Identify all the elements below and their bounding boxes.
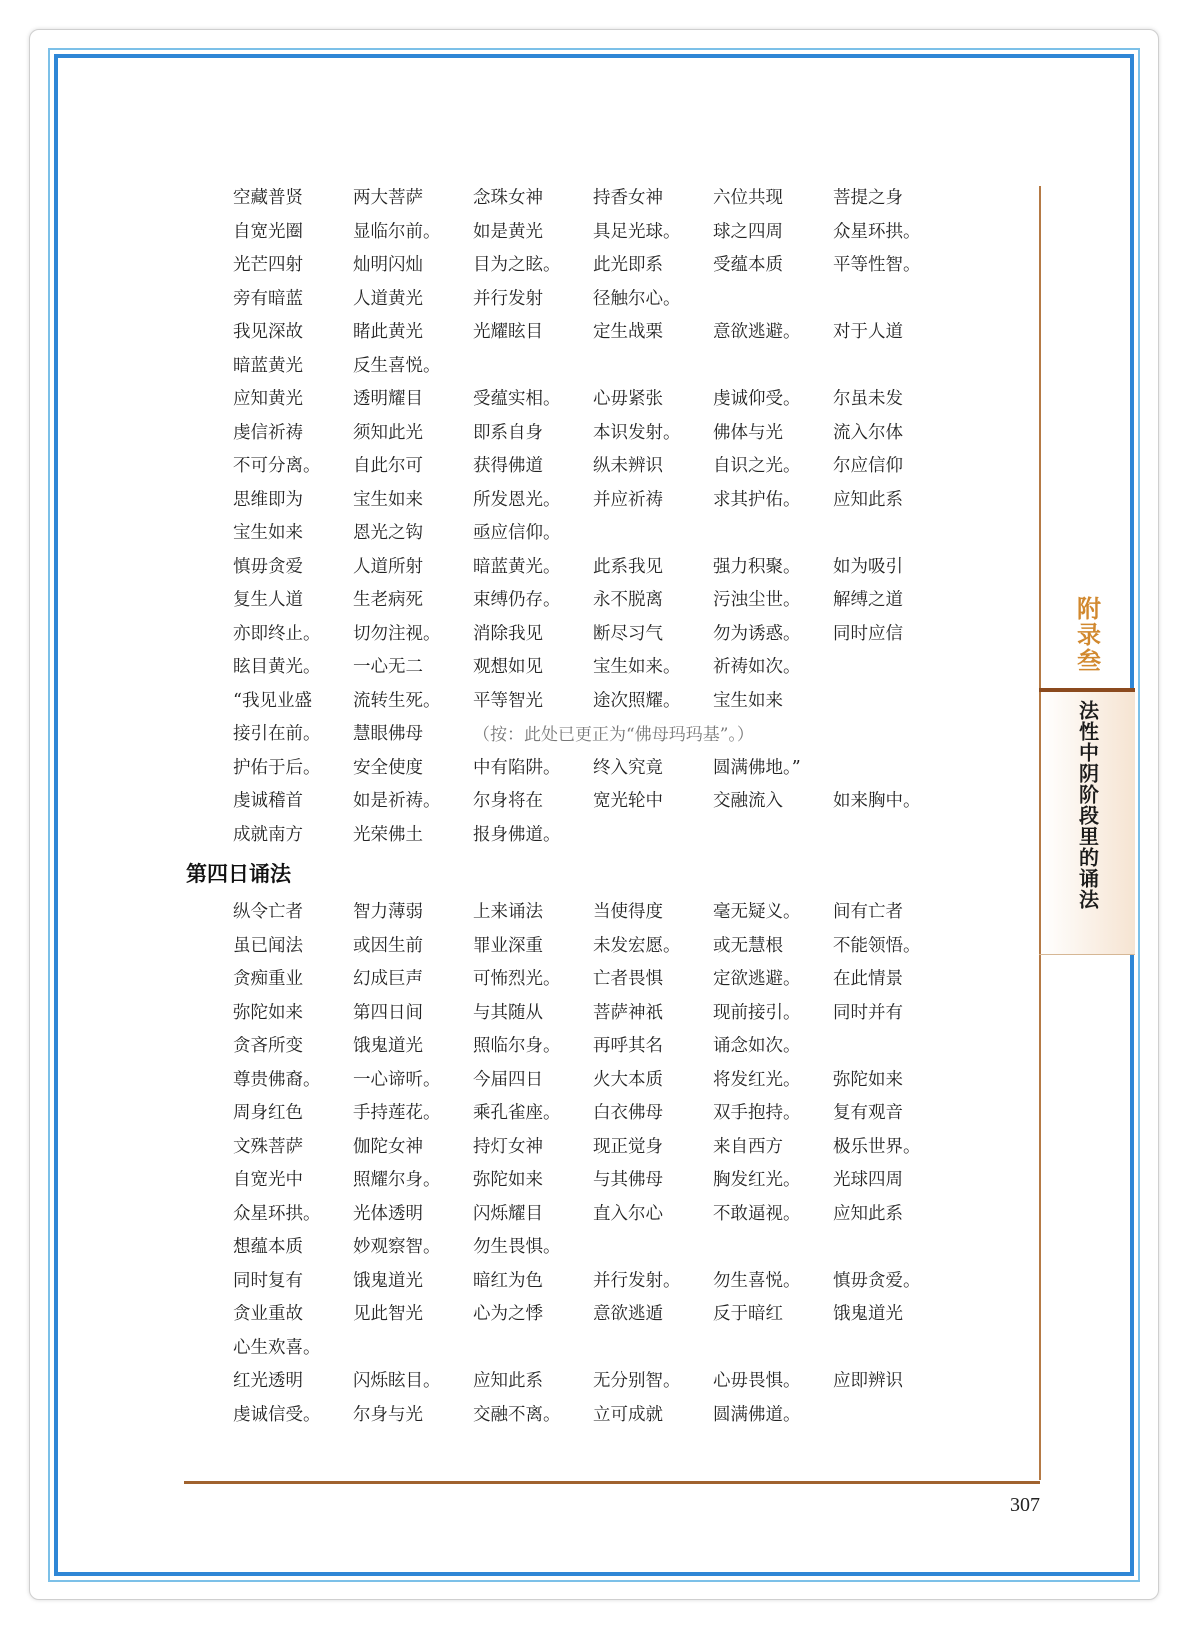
verse-phrase: 今届四日: [473, 1069, 543, 1090]
verse-phrase: 六位共现: [713, 188, 783, 209]
page-number: 307: [1010, 1494, 1040, 1516]
verse-phrase: 如是黄光: [473, 221, 543, 242]
verse-phrase: 生老病死: [353, 590, 423, 611]
verse-block-day4: [186, 894, 1036, 1430]
verse-phrase: 诵念如次。: [713, 1036, 801, 1057]
verse-phrase: 永不脱离: [593, 590, 663, 611]
verse-row: [186, 348, 1036, 382]
verse-phrase: 饿鬼道光: [353, 1270, 423, 1291]
verse-phrase: 并行发射: [473, 288, 543, 309]
verse-phrase: 须知此光: [353, 422, 423, 443]
verse-phrase: 上来诵法: [473, 902, 543, 923]
verse-phrase: 与其随从: [473, 1002, 543, 1023]
verse-phrase: 如是祈祷。: [353, 791, 441, 812]
verse-phrase: 恩光之钩: [353, 523, 423, 544]
verse-phrase: 同时并有: [833, 1002, 903, 1023]
tab-bottom-line: [1039, 954, 1135, 955]
verse-phrase: 自宽光中: [233, 1170, 303, 1191]
editor-note: （按：此处已更正为“佛母玛玛基”。）: [473, 725, 754, 746]
verse-phrase: 第四日间: [353, 1002, 423, 1023]
verse-row: [186, 1129, 1036, 1163]
verse-phrase: 宝生如来: [233, 523, 303, 544]
verse-phrase: 光耀眩目: [473, 322, 543, 343]
verse-row: [186, 649, 1036, 683]
verse-phrase: 圆满佛地。”: [713, 757, 801, 778]
verse-phrase: 求其护佑。: [713, 489, 801, 510]
verse-phrase: 平等性智。: [833, 255, 921, 276]
verse-phrase: 间有亡者: [833, 902, 903, 923]
verse-phrase: 一心谛听。: [353, 1069, 441, 1090]
verse-phrase: 来自西方: [713, 1136, 783, 1157]
verse-phrase: 心为之悸: [473, 1304, 543, 1325]
verse-row: [186, 716, 1036, 750]
verse-phrase: 不可分离。: [233, 456, 321, 477]
verse-phrase: 交融流入: [713, 791, 783, 812]
verse-phrase: 火大本质: [593, 1069, 663, 1090]
verse-phrase: 智力薄弱: [353, 902, 423, 923]
verse-phrase: 自识之光。: [713, 456, 801, 477]
verse-row: [186, 515, 1036, 549]
verse-phrase: 心生欢喜。: [233, 1337, 321, 1358]
verse-phrase: 宽光轮中: [593, 791, 663, 812]
verse-row: [186, 381, 1036, 415]
verse-phrase: 意欲逃遁: [593, 1304, 663, 1325]
verse-phrase: 中有陷阱。: [473, 757, 561, 778]
verse-phrase: 在此情景: [833, 969, 903, 990]
verse-phrase: 尊贵佛裔。: [233, 1069, 321, 1090]
verse-phrase: 两大菩萨: [353, 188, 423, 209]
verse-phrase: 流转生死。: [353, 690, 441, 711]
verse-phrase: 应知黄光: [233, 389, 303, 410]
verse-phrase: 复有观音: [833, 1103, 903, 1124]
verse-phrase: 灿明闪灿: [353, 255, 423, 276]
verse-row: [186, 214, 1036, 248]
verse-phrase: 反生喜悦。: [353, 355, 441, 376]
verse-phrase: 再呼其名: [593, 1036, 663, 1057]
verse-phrase: 直入尔心: [593, 1203, 663, 1224]
verse-row: [186, 582, 1036, 616]
verse-phrase: 球之四周: [713, 221, 783, 242]
verse-phrase: 或无慧根: [713, 935, 783, 956]
verse-phrase: 光球四周: [833, 1170, 903, 1191]
verse-phrase: 宝生如来: [713, 690, 783, 711]
verse-phrase: 与其佛母: [593, 1170, 663, 1191]
verse-row: [186, 180, 1036, 214]
verse-phrase: 持灯女神: [473, 1136, 543, 1157]
verse-phrase: 一心无二: [353, 657, 423, 678]
verse-row: [186, 448, 1036, 482]
verse-row: [186, 415, 1036, 449]
verse-phrase: 亡者畏惧: [593, 969, 663, 990]
verse-phrase: 饿鬼道光: [353, 1036, 423, 1057]
verse-row: [186, 961, 1036, 995]
verse-row: [186, 683, 1036, 717]
verse-phrase: 自此尔可: [353, 456, 423, 477]
verse-row: [186, 616, 1036, 650]
verse-phrase: 尔应信仰: [833, 456, 903, 477]
verse-phrase: 弥陀如来: [233, 1002, 303, 1023]
main-text: [186, 180, 1036, 1430]
verse-phrase: 念珠女神: [473, 188, 543, 209]
verse-phrase: 尔身与光: [353, 1404, 423, 1425]
verse-block-day3: [186, 180, 1036, 850]
verse-phrase: 闪烁眩目。: [353, 1371, 441, 1392]
verse-phrase: 目为之眩。: [473, 255, 561, 276]
verse-phrase: 照临尔身。: [473, 1036, 561, 1057]
verse-phrase: 暗蓝黄光: [233, 355, 303, 376]
verse-phrase: 定欲逃避。: [713, 969, 801, 990]
verse-phrase: 观想如见: [473, 657, 543, 678]
verse-phrase: 具足光球。: [593, 221, 681, 242]
verse-phrase: 接引在前。: [233, 724, 321, 745]
chapter-side-tab: [1039, 580, 1135, 955]
verse-phrase: 菩提之身: [833, 188, 903, 209]
verse-phrase: 幻成巨声: [353, 969, 423, 990]
verse-phrase: 受蕴本质: [713, 255, 783, 276]
verse-phrase: 勿为诱惑。: [713, 623, 801, 644]
verse-phrase: 勿生畏惧。: [473, 1237, 561, 1258]
verse-phrase: 光芒四射: [233, 255, 303, 276]
verse-phrase: 空藏普贤: [233, 188, 303, 209]
verse-row: [186, 549, 1036, 583]
verse-phrase: 应知此系: [833, 489, 903, 510]
verse-phrase: 将发红光。: [713, 1069, 801, 1090]
verse-phrase: 佛体与光: [713, 422, 783, 443]
verse-row: [186, 783, 1036, 817]
verse-phrase: 束缚仍存。: [473, 590, 561, 611]
verse-phrase: 眩目黄光。: [233, 657, 321, 678]
verse-phrase: 当使得度: [593, 902, 663, 923]
verse-phrase: 报身佛道。: [473, 824, 561, 845]
verse-phrase: 慎毋贪爱: [233, 556, 303, 577]
verse-phrase: 宝生如来。: [593, 657, 681, 678]
verse-phrase: 对于人道: [833, 322, 903, 343]
chapter-title: 法性中阴阶段里的诵法: [1075, 700, 1100, 910]
verse-phrase: 红光透明: [233, 1371, 303, 1392]
verse-phrase: 终入究竟: [593, 757, 663, 778]
verse-phrase: 弥陀如来: [473, 1170, 543, 1191]
verse-phrase: 所发恩光。: [473, 489, 561, 510]
verse-row: [186, 1296, 1036, 1330]
verse-phrase: 文殊菩萨: [233, 1136, 303, 1157]
verse-phrase: 暗蓝黄光。: [473, 556, 561, 577]
verse-phrase: 意欲逃避。: [713, 322, 801, 343]
verse-phrase: 伽陀女神: [353, 1136, 423, 1157]
verse-phrase: 众星环拱。: [833, 221, 921, 242]
verse-phrase: 立可成就: [593, 1404, 663, 1425]
verse-phrase: 慎毋贪爱。: [833, 1270, 921, 1291]
verse-phrase: 虔诚稽首: [233, 791, 303, 812]
verse-row: [186, 1095, 1036, 1129]
verse-phrase: 无分别智。: [593, 1371, 681, 1392]
verse-phrase: 断尽习气: [593, 623, 663, 644]
verse-phrase: 圆满佛道。: [713, 1404, 801, 1425]
verse-phrase: 虔诚信受。: [233, 1404, 321, 1425]
verse-phrase: 虔信祈祷: [233, 422, 303, 443]
verse-phrase: 此光即系: [593, 255, 663, 276]
verse-phrase: 人道黄光: [353, 288, 423, 309]
appendix-tab-header: [1039, 580, 1135, 690]
verse-phrase: 菩萨神祇: [593, 1002, 663, 1023]
verse-phrase: 勿生喜悦。: [713, 1270, 801, 1291]
footer-rule: [184, 1481, 1040, 1484]
verse-phrase: 定生战栗: [593, 322, 663, 343]
verse-phrase: 本识发射。: [593, 422, 681, 443]
verse-phrase: 应即辨识: [833, 1371, 903, 1392]
verse-phrase: 强力积聚。: [713, 556, 801, 577]
verse-phrase: 手持莲花。: [353, 1103, 441, 1124]
verse-row: [186, 247, 1036, 281]
appendix-label: 附录叁: [1072, 596, 1101, 674]
verse-row: [186, 314, 1036, 348]
verse-phrase: 途次照耀。: [593, 690, 681, 711]
verse-phrase: 自宽光圈: [233, 221, 303, 242]
verse-phrase: 尔虽未发: [833, 389, 903, 410]
verse-phrase: 虽已闻法: [233, 935, 303, 956]
verse-phrase: 此系我见: [593, 556, 663, 577]
verse-phrase: 毫无疑义。: [713, 902, 801, 923]
verse-phrase: 同时复有: [233, 1270, 303, 1291]
section-heading: 第四日诵法: [186, 862, 291, 886]
verse-row: [186, 1363, 1036, 1397]
verse-phrase: 同时应信: [833, 623, 903, 644]
verse-row: [186, 1162, 1036, 1196]
verse-phrase: 慧眼佛母: [353, 724, 423, 745]
verse-row: [186, 1229, 1036, 1263]
verse-phrase: 光荣佛土: [353, 824, 423, 845]
verse-phrase: 持香女神: [593, 188, 663, 209]
verse-phrase: 极乐世界。: [833, 1136, 921, 1157]
verse-phrase: 交融不离。: [473, 1404, 561, 1425]
verse-phrase: 反于暗红: [713, 1304, 783, 1325]
verse-phrase: 平等智光: [473, 690, 543, 711]
verse-phrase: 睹此黄光: [353, 322, 423, 343]
verse-phrase: 应知此系: [473, 1371, 543, 1392]
verse-phrase: 妙观察智。: [353, 1237, 441, 1258]
verse-phrase: 旁有暗蓝: [233, 288, 303, 309]
verse-phrase: 白衣佛母: [593, 1103, 663, 1124]
verse-row: [186, 1028, 1036, 1062]
verse-phrase: 照耀尔身。: [353, 1170, 441, 1191]
verse-phrase: 不敢逼视。: [713, 1203, 801, 1224]
verse-row: [186, 1062, 1036, 1096]
verse-row: [186, 750, 1036, 784]
chapter-title-box: [1041, 692, 1135, 954]
verse-phrase: 现正觉身: [593, 1136, 663, 1157]
verse-phrase: 如来胸中。: [833, 791, 921, 812]
verse-phrase: 成就南方: [233, 824, 303, 845]
verse-phrase: 亟应信仰。: [473, 523, 561, 544]
verse-phrase: 显临尔前。: [353, 221, 441, 242]
verse-phrase: 污浊尘世。: [713, 590, 801, 611]
verse-phrase: 获得佛道: [473, 456, 543, 477]
verse-phrase: 流入尔体: [833, 422, 903, 443]
verse-phrase: 尔身将在: [473, 791, 543, 812]
verse-phrase: 径触尔心。: [593, 288, 681, 309]
verse-phrase: 贪业重故: [233, 1304, 303, 1325]
verse-phrase: 不能领悟。: [833, 935, 921, 956]
verse-phrase: 未发宏愿。: [593, 935, 681, 956]
verse-phrase: “我见业盛: [233, 690, 312, 711]
verse-phrase: 宝生如来: [353, 489, 423, 510]
verse-phrase: 即系自身: [473, 422, 543, 443]
verse-phrase: 切勿注视。: [353, 623, 441, 644]
verse-phrase: 思维即为: [233, 489, 303, 510]
verse-row: [186, 1263, 1036, 1297]
verse-phrase: 想蕴本质: [233, 1237, 303, 1258]
verse-phrase: 闪烁耀目: [473, 1203, 543, 1224]
verse-phrase: 心毋紧张: [593, 389, 663, 410]
verse-phrase: 虔诚仰受。: [713, 389, 801, 410]
verse-row: [186, 894, 1036, 928]
verse-phrase: 复生人道: [233, 590, 303, 611]
verse-phrase: 饿鬼道光: [833, 1304, 903, 1325]
verse-phrase: 护佑于后。: [233, 757, 321, 778]
verse-phrase: 周身红色: [233, 1103, 303, 1124]
verse-phrase: 弥陀如来: [833, 1069, 903, 1090]
verse-phrase: 解缚之道: [833, 590, 903, 611]
verse-phrase: 心毋畏惧。: [713, 1371, 801, 1392]
verse-phrase: 祈祷如次。: [713, 657, 801, 678]
verse-row: [186, 482, 1036, 516]
verse-row: [186, 817, 1036, 851]
verse-phrase: 纵令亡者: [233, 902, 303, 923]
verse-phrase: 受蕴实相。: [473, 389, 561, 410]
verse-phrase: 应知此系: [833, 1203, 903, 1224]
verse-row: [186, 928, 1036, 962]
verse-phrase: 贪痴重业: [233, 969, 303, 990]
verse-phrase: 现前接引。: [713, 1002, 801, 1023]
verse-phrase: 消除我见: [473, 623, 543, 644]
verse-row: [186, 995, 1036, 1029]
verse-row: [186, 281, 1036, 315]
verse-phrase: 双手抱持。: [713, 1103, 801, 1124]
verse-phrase: 胸发红光。: [713, 1170, 801, 1191]
verse-phrase: 并行发射。: [593, 1270, 681, 1291]
verse-phrase: 透明耀目: [353, 389, 423, 410]
verse-phrase: 可怖烈光。: [473, 969, 561, 990]
verse-phrase: 我见深故: [233, 322, 303, 343]
verse-phrase: 或因生前: [353, 935, 423, 956]
verse-phrase: 如为吸引: [833, 556, 903, 577]
verse-phrase: 光体透明: [353, 1203, 423, 1224]
verse-row: [186, 1397, 1036, 1431]
verse-phrase: 见此智光: [353, 1304, 423, 1325]
verse-phrase: 人道所射: [353, 556, 423, 577]
verse-row: [186, 1196, 1036, 1230]
verse-phrase: 罪业深重: [473, 935, 543, 956]
verse-phrase: 暗红为色: [473, 1270, 543, 1291]
verse-phrase: 乘孔雀座。: [473, 1103, 561, 1124]
verse-phrase: 贪吝所变: [233, 1036, 303, 1057]
verse-phrase: 众星环拱。: [233, 1203, 321, 1224]
verse-phrase: 并应祈祷: [593, 489, 663, 510]
verse-row: [186, 1330, 1036, 1364]
verse-phrase: 纵未辨识: [593, 456, 663, 477]
verse-phrase: 安全使度: [353, 757, 423, 778]
verse-phrase: 亦即终止。: [233, 623, 321, 644]
